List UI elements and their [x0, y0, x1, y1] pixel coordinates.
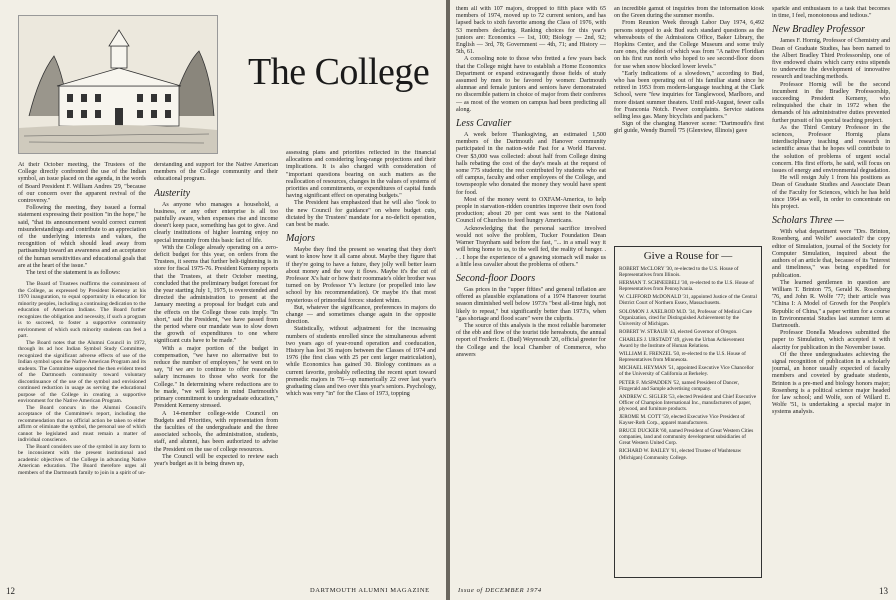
paragraph: But, whatever the significance, preferences in majors do change — and sometimes change again in the opposite direction.	[286, 304, 436, 326]
statement-paragraph: The Board considers use of the symbol in any form to be inconsistent with the present institutional and academic objectives of the College in advancing Native American education. The Board therefore urges all members of the Dartmouth family to join in a spirit of un-	[18, 443, 146, 476]
right-column-2	[614, 6, 764, 246]
paragraph: A consoling note to those who fretted a few years back that the College might have to establish a Home Economics Department or expand extravagantly those fields of study assumed by men to be favored by women: Dartmouth alumnae and female juniors and seniors have demonstrated no discernible pattern in choice of major from their confreres — as most of the women on campus had been predicting all along.	[456, 56, 606, 113]
paragraph: A week before Thanksgiving, an estimated 1,500 members of the Dartmouth and Hanover community participated in the nation-wide Fast for a World Harvest. Over $3,000 was collected: about half from College dining halls rebating the cost of the day's meals at the request of some 775 students; the rest contributed by students who eat off campus, faculty and other employees of the College, and townspeople who donated the money they would have spent for food.	[456, 132, 606, 196]
page-number: 13	[879, 586, 888, 596]
paragraph: Professor Hornig will be the second incumbent in the Bradley Professorship, succeeding President Kemeny, who relinquished the chair in 1972 when the demands of his administrative duties prevented further pursuit of his special teaching project.	[772, 81, 890, 124]
paragraph: As anyone who manages a household, a business, or any other enterprise is all too painfully aware, when expenses rise and income doesn't keep pace, something has got to give. And clearly institutions of higher learning enjoy no special immunity from this basic fact of life.	[154, 201, 278, 244]
paragraph: an incredible gamut of inquiries from the information kiosk on the Green during the summer months.	[614, 6, 764, 20]
rouse-box	[614, 246, 762, 578]
paragraph: Acknowledging that the personal sacrifice involved would not solve the problem, Tucker Foundation Dean Warner Traynham said before the fast, "... in a small way it will bring home to us, to the well fed, the reality of hunger. . . . I hope the experience of a gnawing stomach will make us a little less cavalier about the problems of others."	[456, 225, 606, 268]
paragraph: With what department were "Drs. Brinton, Rosenberg, and Wolfe" associated? the copy editor of Simulation, journal of the Society for Computer Simulation, inquired about the authors of an article that, because of its "interest and timeliness," was being expedited for publication.	[772, 229, 890, 279]
paragraph: assessing plans and priorities reflected in the financial allocations and considering long-range projections and their implications. It is also charged with consideration of "important questions bearing on such matters as the reallocation of resources, changes in the values of systems of priorities and commitments, or expenditures of capital funds having significant effect on operating budgets."	[286, 150, 436, 200]
section-heading: Less Cavalier	[456, 118, 512, 130]
paragraph: James F. Hornig, Professor of Chemistry and Dean of Graduate Studies, has been named to the Albert Bradley Third Professorship, one of five endowed chairs which carry extra stipends to underwrite the development of innovative research and teaching methods.	[772, 38, 890, 81]
statement-paragraph: The Board of Trustees reaffirms the commitment of the College, as expressed by President Kemeny at his 1970 inauguration, to equal opportunity in education for minority peoples, including a continuing dedication to the education of American Indians. The Board further recognizes the obligation and necessity, if such a program is to succeed, to foster a supportive community environment of which such minority students can feel a part.	[18, 281, 146, 340]
right-page	[450, 0, 896, 600]
paragraph: them all with 107 majors, dropped to fifth place with 65 members of 1974, moved up to 72 current seniors, and has lapsed back to sixth favorite among the Class of 1976, with 53 members declaring. Ranking choices for this year's juniors are: Economics — 1st, 100; Biology — 2nd, 92; English — 3rd, 78; Government — 4th, 71; and History — 5th, 61.	[456, 6, 606, 56]
paragraph: As the Third Century Professor in the sciences, Professor Hornig plans interdisciplinary teaching and research in scientific areas that he hopes will contribute to the solution of problems of urgent social concern. His first efforts, he said, will focus on issues of energy and environmental degradation.	[772, 124, 890, 175]
statement-paragraph: The Board notes that the Alumni Council in 1972, through its ad hoc Indian Symbol Study Committee, recognized the significant adverse effects of use of the Indian symbol upon the Native American Program and its students. The Committee supported the then evident trend of the Dartmouth community toward voluntary discontinuance of the use of the symbol and envisioned continued reduction in usage as serving the educational purpose of the College in creating a supportive environment for the Native American Program.	[18, 339, 146, 405]
rouse-item: RICHARD W. BAILEY '61, elected Trustee of Washtenaw (Michigan) Community College.	[619, 448, 742, 461]
left-column-2	[154, 162, 278, 577]
paragraph: Following the meeting, they issued a formal statement expressing their position "in the hope," he said, "that its announcement would correct current misunderstandings and contribute to an appreciation of the underlying interests and values, the recognition of which should lead away from partisanship toward an awareness and an acceptance of the human sensitivities and educational goals that are at the heart of the issue."	[18, 205, 146, 269]
section-heading: Austerity	[154, 187, 191, 199]
rouse-title: Give a Rouse for —	[643, 250, 733, 262]
rouse-item: CHARLES J. URSTADT '49, given the Urban Achievement Award by the Institute of Human Relations.	[619, 336, 745, 350]
paragraph: Statistically, without adjustment for the increasing numbers of students enrolled since the simultaneous advent two years ago of year-round operation and coeducation, History has lost 36 majors between the Classes of 1974 and 1976 (the first class with 25 per cent larger matriculation), while Economics has gained 30. Biology continues as a current favorite, probably reflecting the recent spurt toward premedic majors in '76—up numerically 22 over last year's graduating class and two over this year's seniors. Psychology, which was very "in" for the Class of 1973, topping	[286, 326, 436, 398]
left-column-3	[286, 150, 436, 577]
rouse-item: W. CLIFFORD McDONALD '31, appointed Justice of the Central District Court of Northern Essex, Massachusetts.	[619, 294, 757, 307]
paragraph: Most of the money went to OXFAM-America, to help people in starvation-ridden countries improve their own food production; about 20 per cent was sent to the National Council of Churches to feed hungry Americans.	[456, 196, 606, 225]
paragraph: A 14-member college-wide Council on Budgets and Priorities, with representation from the faculties of the undergraduate and the three associated schools, the administration, students, staff, and alumni, has been authorized to advise the President on the use of college resources.	[154, 410, 278, 453]
page-number: 12	[6, 586, 15, 596]
running-footer: Issue of DECEMBER 1974	[458, 587, 542, 594]
paragraph: With a major portion of the budget in compensation, "we have no alternative but to reduce the number of employees," he went on to say, "if we are to continue to offer reasonable salary increases to those who work for the College." In determining where reductions are to be made, "we will keep in mind Dartmouth's primary commitment to undergraduate education," President Kemeny stressed.	[154, 345, 278, 410]
section-heading: New Bradley Professor	[772, 24, 865, 36]
rouse-item: BRUCE DUCKER '60, named President of Great Western Cities companies, land and community development subsidiaries of Great Western United Corp.	[619, 428, 754, 447]
right-column-3	[772, 6, 890, 578]
section-heading: Second-floor Doors	[456, 272, 536, 284]
rouse-item: MICHAEL HEYMAN '51, appointed Executive Vice Chancellor of the University of California at Berkeley.	[619, 365, 754, 378]
paragraph: sparkle and enthusiasm to a task that becomes in time, I feel, monotonous and tedious."	[772, 6, 890, 20]
paragraph: Sign of the changing Hanover scene: "Dartmouth's first girl guide, Wendy Burrell '75 (Glenview, Illinois) gave	[614, 121, 764, 135]
paragraph: Professor Donella Meadows submitted the paper to Simulation, which accepted it with alacrity for publication in the November issue.	[772, 330, 890, 351]
rouse-item: WILLIAM E. FRENZEL '50, re-elected to the U.S. House of Representatives from Minnesota.	[619, 351, 746, 364]
left-page	[0, 0, 446, 600]
paragraph: Maybe they find the present so wearing that they don't want to know how it all came about. Maybe they figure that if they're going to have a future, they jolly well better learn about money and the way it flows. Maybe it's the cut of Professor X's hair or how their roommate's older brother was turned on by Professor Y's lecture (or propelled into law school by his recommendation). Or maybe it's that most mysterious of primordial forces: student whim.	[286, 247, 436, 304]
paragraph: He will resign July 1 from his positions as Dean of Graduate Studies and Associate Dean of the Faculty for Sciences, which he has held since 1964 as well, in order to concentrate on his project.	[772, 175, 890, 211]
dartmouth-hall-illustration	[18, 15, 218, 154]
running-footer: DARTMOUTH ALUMNI MAGAZINE	[310, 587, 430, 594]
paragraph: With the College already operating on a zero-deficit budget for this year, on orders from the Trustees, it seems that further belt-tightening is in store for fiscal 1975-76. President Kemeny reports that the Trustees, at their October meeting, concluded that the preliminary budget forecast for the year starting July 1, 1975, is overextended and directed the administration to present at the January meeting a proposal for budget cuts and the effects on the College those cuts imply. "In short," said the President, "we have passed from the period where our mandate was to slow down the growth of expenditures to one where significant cuts have to be made."	[154, 244, 278, 345]
rouse-item: ROBERT W. STRAUB '43, elected Governor of Oregon.	[619, 328, 738, 335]
rouse-item: JEROME M. COTT '59, elected Executive Vice President of Kayser-Roth Corp., apparel manufacturers.	[619, 413, 745, 427]
section-heading: Scholars Three —	[772, 215, 844, 227]
right-column-1	[456, 6, 606, 578]
paragraph: From Reunion Week through Labor Day 1974, 6,492 persons stopped to ask Bud such standard questions as the whereabouts of the Admissions Office, Baker Library, the Hopkins Center, and the College Museum and some truly rare ones, the oddest of which was from "A native Floridian on his first run north who hoped to see second-floor doors for use when snow blocked lower levels."	[614, 20, 764, 70]
rouse-item: PETER F. McSPADDEN '52, named President of Dancer, Fitzgerald and Sample advertising company.	[619, 379, 739, 392]
paragraph: Gas prices in the "upper fifties" and general inflation are offered as plausible explanations of a 1974 Hanover tourist season diminished well below 1973's "best all-time high, not likely to repeat," but significantly better than 1973's, when "gas shortage and flood scare" were the culprits.	[456, 286, 606, 322]
paragraph: At their October meeting, the Trustees of the College directly confronted the use of the Indian symbol, an issue placed on the agenda, in the words of Board President F. William Andres '29, "because of our concern over the apparent revival of the controversy."	[18, 162, 146, 205]
paragraph: The Council will be expected to review each year's budget as it is being drawn up,	[154, 453, 278, 467]
rouse-item: HERMAN T. SCHNEEBELI '30, re-elected to the U.S. House of Representatives from Pennsylvania.	[619, 280, 754, 293]
paragraph: The source of this analysis is the most reliable barometer of the ebb and flow of the tourist tide hereabouts, the annual report of Frederic E. (Bud) Weymouth '20, official greeter for the College and the local Chamber of Commerce, who answers	[456, 322, 606, 358]
rouse-item: ANDREW C. SIGLER '53, elected President and Chief Executive Officer of Champion International Inc., manufacturers of paper, plywood, and furniture products.	[619, 393, 757, 412]
rouse-item: ROBERT McCLORY '30, re-elected to the U.S. House of Representatives from Illinois.	[619, 266, 739, 279]
left-column-1	[18, 162, 146, 577]
paragraph: The text of the statement is as follows:	[26, 270, 121, 277]
paragraph: The learned gentlemen in question are William T. Brinton '75, Gerald K. Rosenberg '76, and John R. Wolfe '77; their article was "China I: A Model of Growth for the People's Republic of China," a paper written for a course in Environmental Studies last summer term at Dartmouth.	[772, 279, 890, 329]
paragraph: "Early indications of a slowdown," according to Bud, who has been operating out of his familiar stand since he retired in 1953 from modern-language teaching at the Clark School, were "few inquiries for Tanglewood, Marlboro, and more distant summer theaters. Until mid-August, fewer calls for Franconia Notch. Fewer complaints. Service stations selling less gas. Many bicyclists and packers."	[614, 70, 764, 121]
statement-paragraph: The Board concurs in the Alumni Council's acceptance of the Committee's report, including the recommendation that no official action be taken to either affirm or eliminate the symbol, the personal use of which cannot be legislated and must remain a matter of individual conscience.	[18, 404, 146, 444]
paragraph: Of the three undergraduates achieving the signal recognition of publication in a scholarly journal, an honor usually expected of faculty members and coveted by graduate students, Brinton is a pre-med and biology honors major; Rosenberg is a political science major headed for law school; and Wolfe, son of Willard E. Wolfe '51, is undertaking a special major in systems analysis.	[772, 351, 890, 416]
paragraph: The President has emphasized that he will also "look to the new Council for guidance" on where budget cuts, dictated by the Trustees' mandate for a no-deficit operation, can best be made.	[286, 200, 436, 229]
rouse-item: SOLOMON J. AXELROD M.D. '34, Professor of Medical Care Organization, cited for Distinguished Achievement by the University of Michigan.	[619, 308, 752, 327]
section-heading: Majors	[286, 233, 315, 245]
paragraph: derstanding and support for the Native American members of the College community and their educational program.	[154, 162, 278, 183]
page-title: The College	[248, 51, 430, 93]
